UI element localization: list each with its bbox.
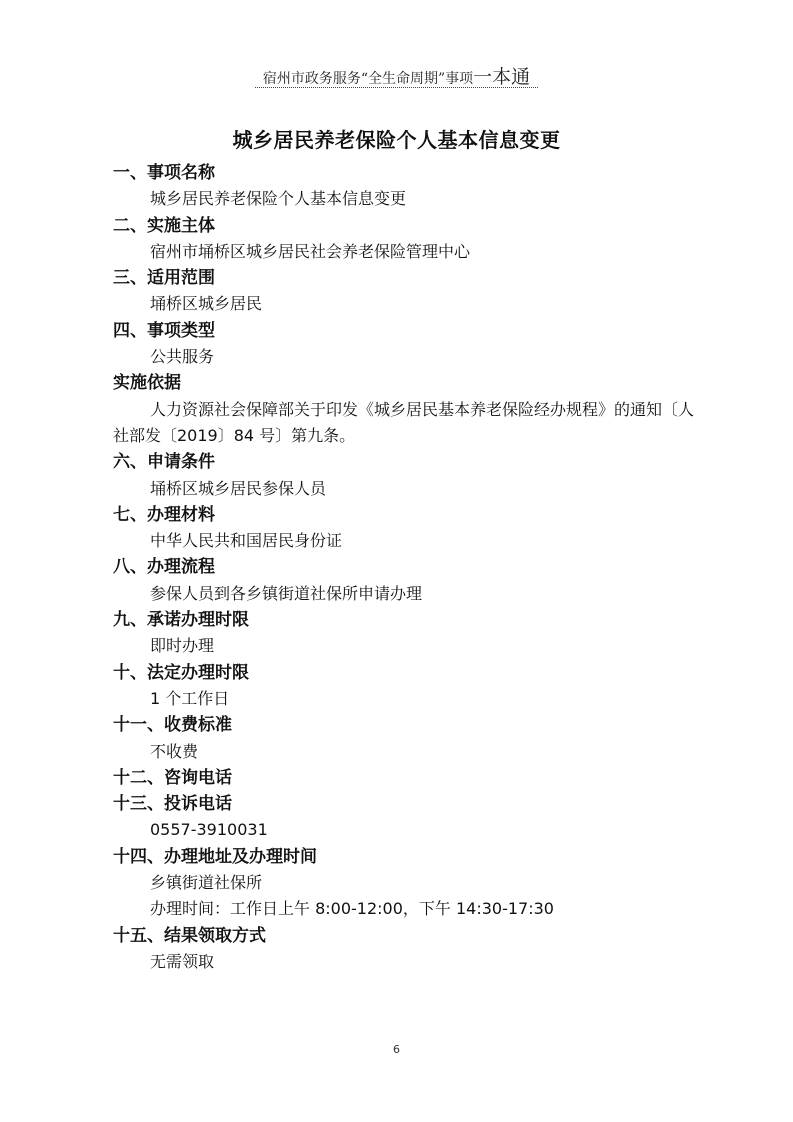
header-text: 宿州市政务服务“全生命周期”事项 bbox=[262, 71, 474, 87]
section-heading: 一、事项名称 bbox=[113, 163, 215, 183]
section-heading: 十三、投诉电话 bbox=[113, 794, 232, 815]
document-title: 城乡居民养老保险个人基本信息变更 bbox=[232, 128, 561, 152]
section-heading: 实施依据 bbox=[113, 373, 181, 394]
section-text: 埇桥区城乡居民参保人员 bbox=[150, 478, 327, 498]
section-heading: 十一、收费标准 bbox=[113, 715, 232, 736]
section-text: 中华人民共和国居民身份证 bbox=[150, 531, 343, 551]
section-heading: 九、承诺办理时限 bbox=[113, 610, 249, 631]
section-text: 乡镇街道社保所 bbox=[150, 873, 263, 893]
section-text: 公共服务 bbox=[150, 347, 215, 367]
running-header bbox=[0, 62, 793, 89]
section-heading: 十四、办理地址及办理时间 bbox=[113, 846, 317, 867]
section-heading: 十二、咨询电话 bbox=[113, 767, 232, 788]
header-underline bbox=[255, 87, 538, 88]
section-heading: 七、办理材料 bbox=[113, 504, 215, 525]
section-text: 办理时间：工作日上午 8:00-12:00，下午 14:30-17:30 bbox=[150, 899, 554, 919]
section-text: 0557-3910031 bbox=[150, 820, 268, 840]
section-text: 参保人员到各乡镇街道社保所申请办理 bbox=[150, 583, 423, 603]
section-paragraph: 人力资源社会保障部关于印发《城乡居民基本养老保险经办规程》的通知〔人社部发〔2019〕84 号〕第九条。 bbox=[113, 399, 695, 445]
section-heading: 八、办理流程 bbox=[113, 557, 215, 578]
section-heading: 三、适用范围 bbox=[113, 268, 215, 289]
section-text: 埇桥区城乡居民 bbox=[150, 294, 263, 314]
section-heading: 二、实施主体 bbox=[113, 215, 215, 236]
section-heading: 四、事项类型 bbox=[113, 320, 215, 341]
document-body bbox=[113, 160, 703, 975]
header-emphasis: 一本通 bbox=[473, 66, 531, 88]
section-heading: 六、申请条件 bbox=[113, 452, 215, 473]
section-heading: 十、法定办理时限 bbox=[113, 662, 249, 683]
section-text: 不收费 bbox=[150, 741, 199, 761]
section-text: 城乡居民养老保险个人基本信息变更 bbox=[150, 189, 407, 209]
page-number: 6 bbox=[393, 1043, 400, 1056]
section-text: 即时办理 bbox=[150, 636, 215, 656]
section-text: 无需领取 bbox=[150, 951, 215, 971]
section-heading: 十五、结果领取方式 bbox=[113, 925, 266, 946]
section-text: 1 个工作日 bbox=[150, 688, 230, 708]
section-text: 宿州市埇桥区城乡居民社会养老保险管理中心 bbox=[150, 241, 471, 261]
